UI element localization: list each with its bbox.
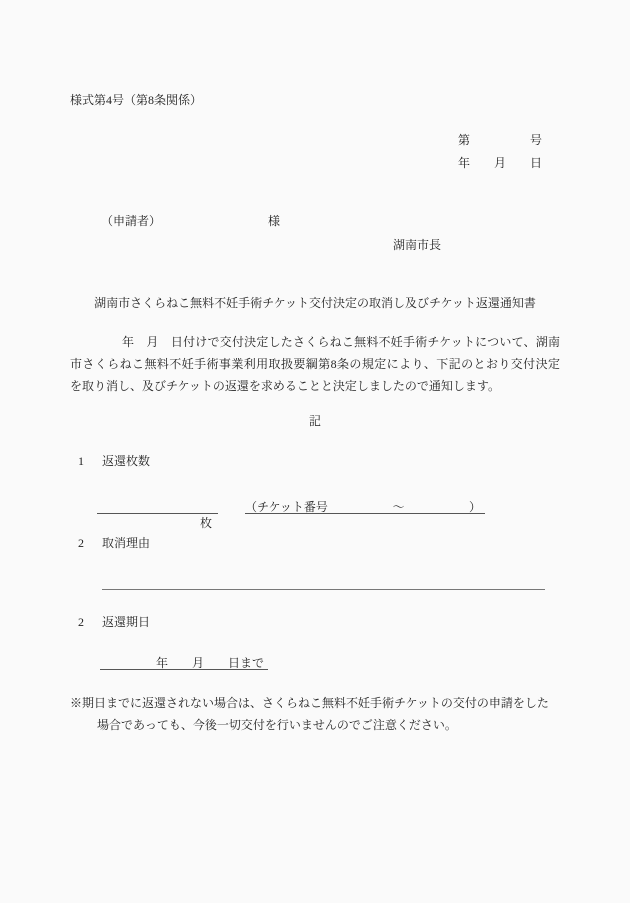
footnote bbox=[70, 692, 560, 736]
section-2-label: 取消理由 bbox=[102, 536, 151, 550]
honorific-label: 様 bbox=[268, 214, 281, 228]
document-date-line: 年 月 日 bbox=[458, 156, 543, 170]
body-line-2: 市さくらねこ無料不妊手術事業利用取扱要綱第8条の規定により、下記のとおり交付決定 bbox=[70, 357, 560, 371]
addressee-line bbox=[95, 197, 280, 229]
sheets-unit-label: 枚 bbox=[199, 516, 212, 530]
ticket-number-tilde: 〜 bbox=[392, 500, 405, 514]
return-deadline-field: 年 月 日まで bbox=[100, 655, 268, 670]
footnote-line-1: ※期日までに返還されない場合は、さくらねこ無料不妊手術チケットの交付の申請をした bbox=[70, 696, 549, 710]
body-line-3: を取り消し、及びチケットの返還を求めることと決定しましたので通知します。 bbox=[70, 379, 500, 393]
sheets-count-field bbox=[97, 499, 218, 530]
applicant-label: （申請者） bbox=[101, 214, 162, 228]
cancellation-reason-blank-line bbox=[102, 589, 545, 590]
section-3-number: 2 bbox=[78, 615, 84, 629]
section-1-number: 1 bbox=[78, 454, 84, 468]
sender-name: 湖南市長 bbox=[393, 238, 442, 252]
body-line-1: 年 月 日付けで交付決定したさくらねこ無料不妊手術チケットについて、湖南 bbox=[122, 335, 560, 349]
document-title: 湖南市さくらねこ無料不妊手術チケット交付決定の取消し及びチケット返還通知書 bbox=[94, 296, 536, 310]
ticket-number-suffix: ） bbox=[468, 500, 481, 514]
list-marker: 記 bbox=[308, 414, 321, 428]
document-number-line: 第 号 bbox=[458, 133, 543, 147]
form-reference-label: 様式第4号（第8条関係） bbox=[70, 93, 203, 107]
ticket-number-field bbox=[245, 499, 485, 514]
body-paragraph bbox=[70, 331, 560, 397]
section-3-label: 返還期日 bbox=[102, 615, 151, 629]
footnote-line-2: 場合であっても、今後一切交付を行いませんのでご注意ください。 bbox=[97, 718, 457, 732]
section-1-label: 返還枚数 bbox=[102, 454, 151, 468]
section-2-number: 2 bbox=[78, 536, 84, 550]
ticket-number-prefix: （チケット番号 bbox=[245, 500, 328, 514]
